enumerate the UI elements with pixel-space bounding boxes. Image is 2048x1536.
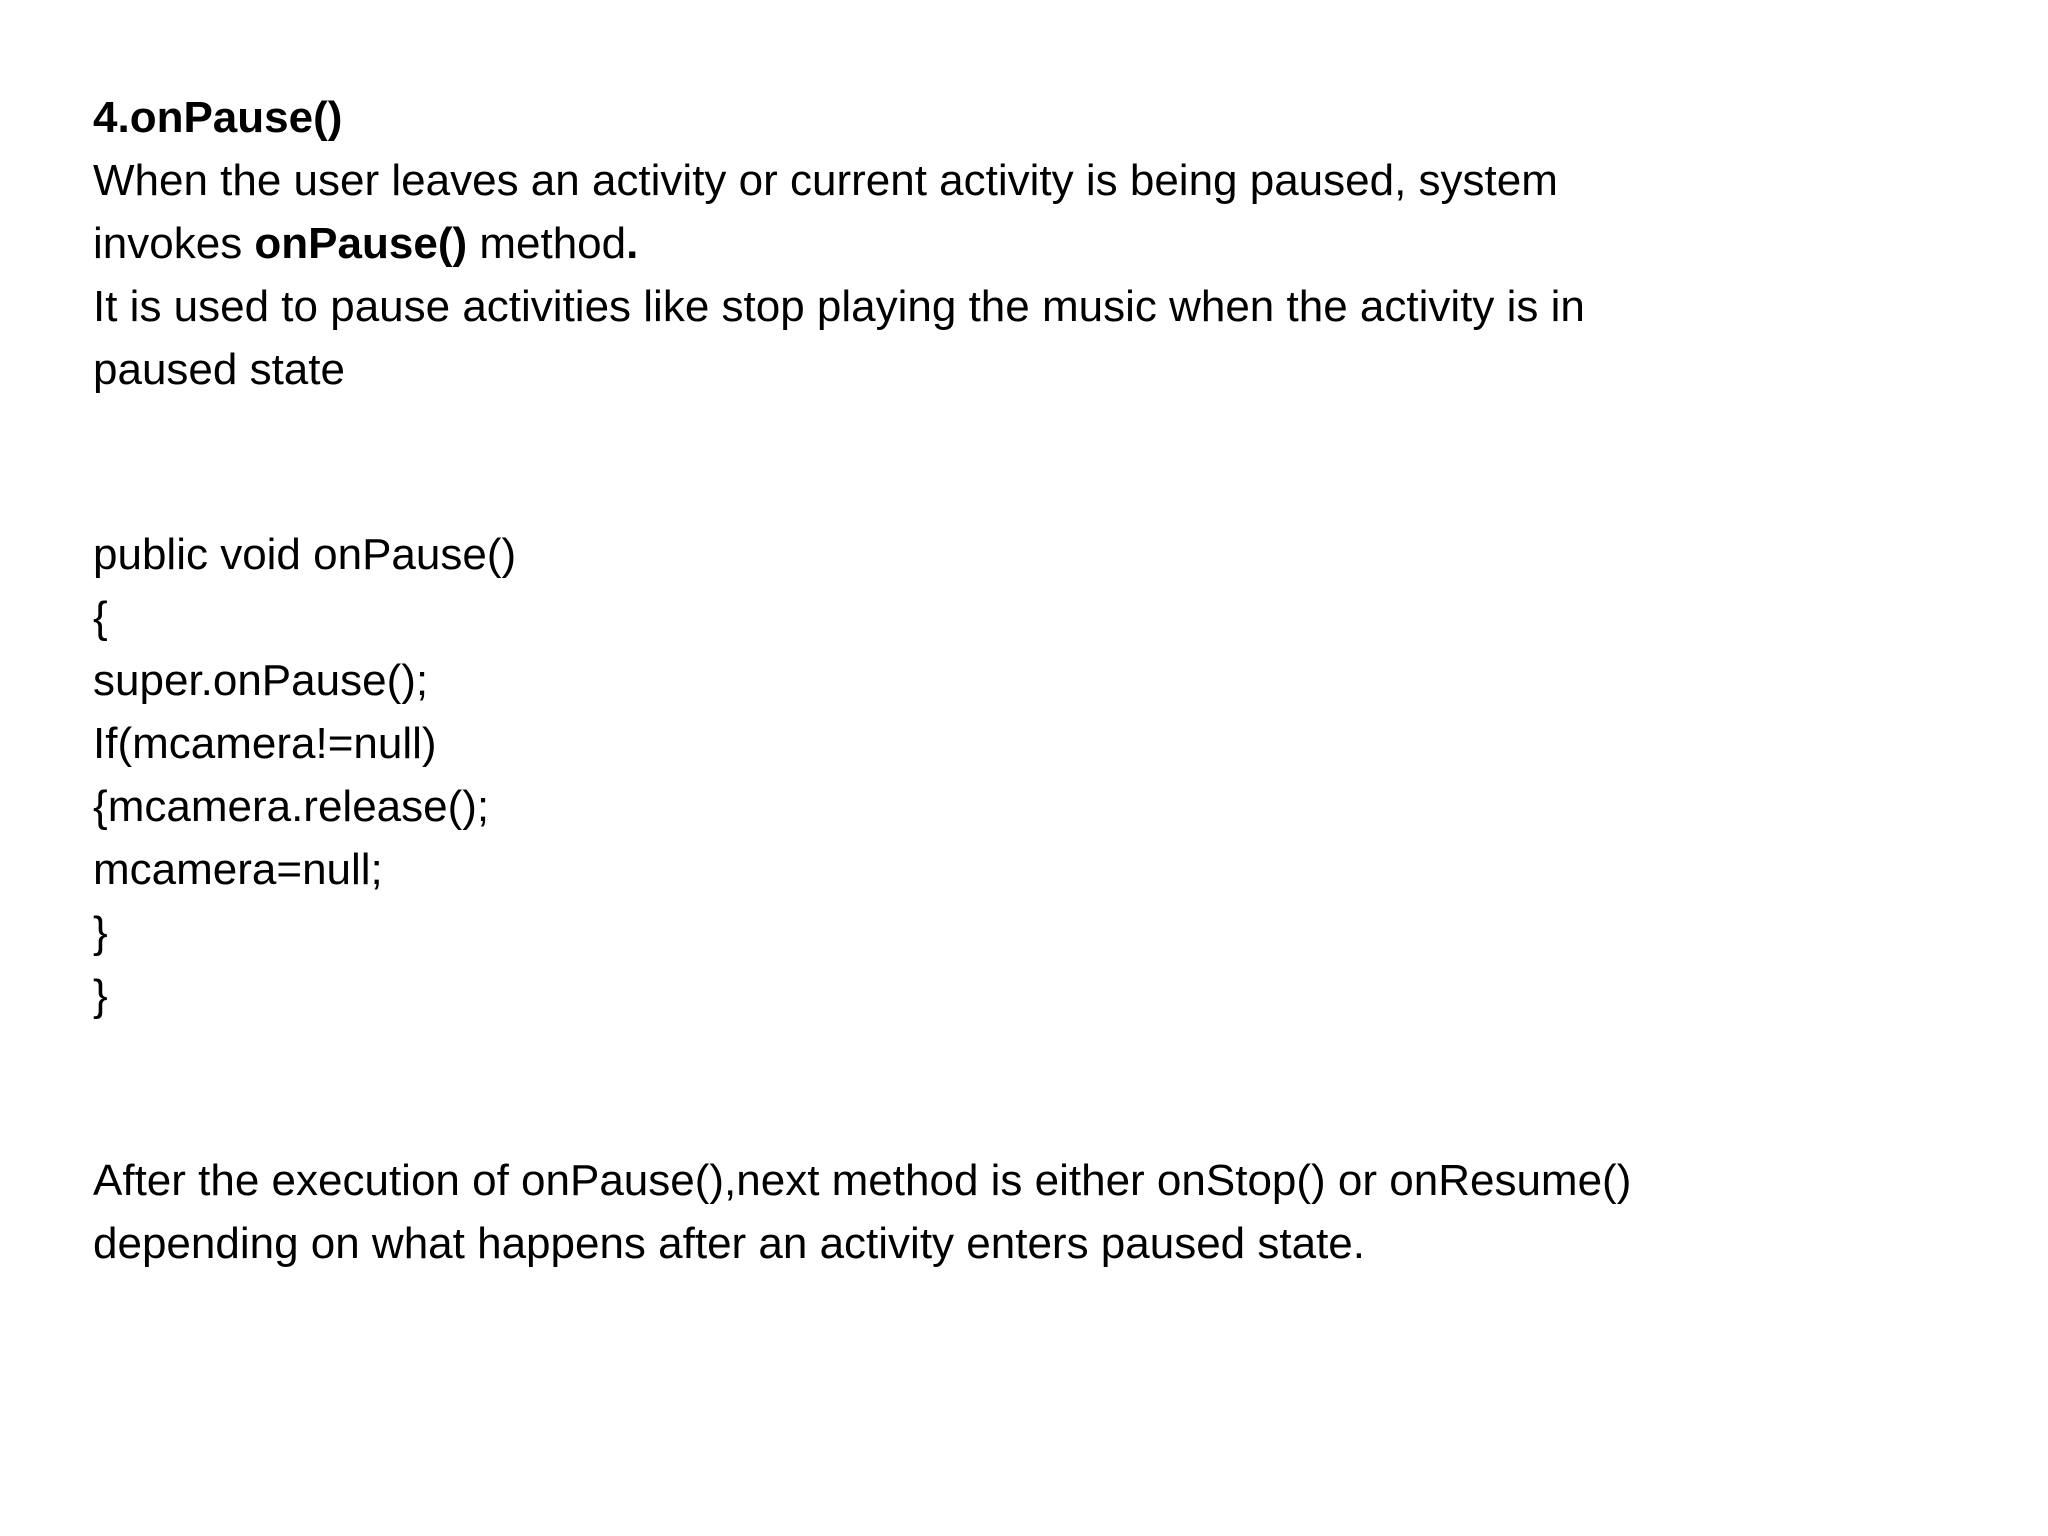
code-line: }	[93, 908, 108, 957]
description-line-3: It is used to pause activities like stop playing the music when the activity is in	[93, 282, 1585, 331]
summary-line-2: depending on what happens after an activity enters paused state.	[93, 1219, 1365, 1268]
summary-section	[93, 1149, 1993, 1275]
description-line-2-middle: method	[467, 219, 627, 268]
summary-line-1: After the execution of onPause(),next method is either onStop() or onResume()	[93, 1156, 1632, 1205]
code-line: super.onPause();	[93, 656, 429, 705]
code-line: mcamera=null;	[93, 845, 383, 894]
code-line: {mcamera.release();	[93, 782, 490, 831]
code-line: If(mcamera!=null)	[93, 719, 437, 768]
code-line: public void onPause()	[93, 530, 517, 579]
description-line-2-prefix: invokes	[93, 219, 255, 268]
description-line-4: paused state	[93, 345, 345, 394]
intro-section	[93, 86, 1993, 401]
method-name-emphasis: onPause()	[254, 219, 468, 268]
code-line: {	[93, 593, 108, 642]
description-line-2-period: .	[626, 219, 639, 268]
section-heading: 4.onPause()	[93, 93, 343, 142]
description-line-2	[93, 212, 1993, 275]
description-line-1: When the user leaves an activity or current activity is being paused, system	[93, 156, 1558, 205]
code-line: }	[93, 971, 108, 1020]
code-snippet	[93, 523, 1993, 1027]
